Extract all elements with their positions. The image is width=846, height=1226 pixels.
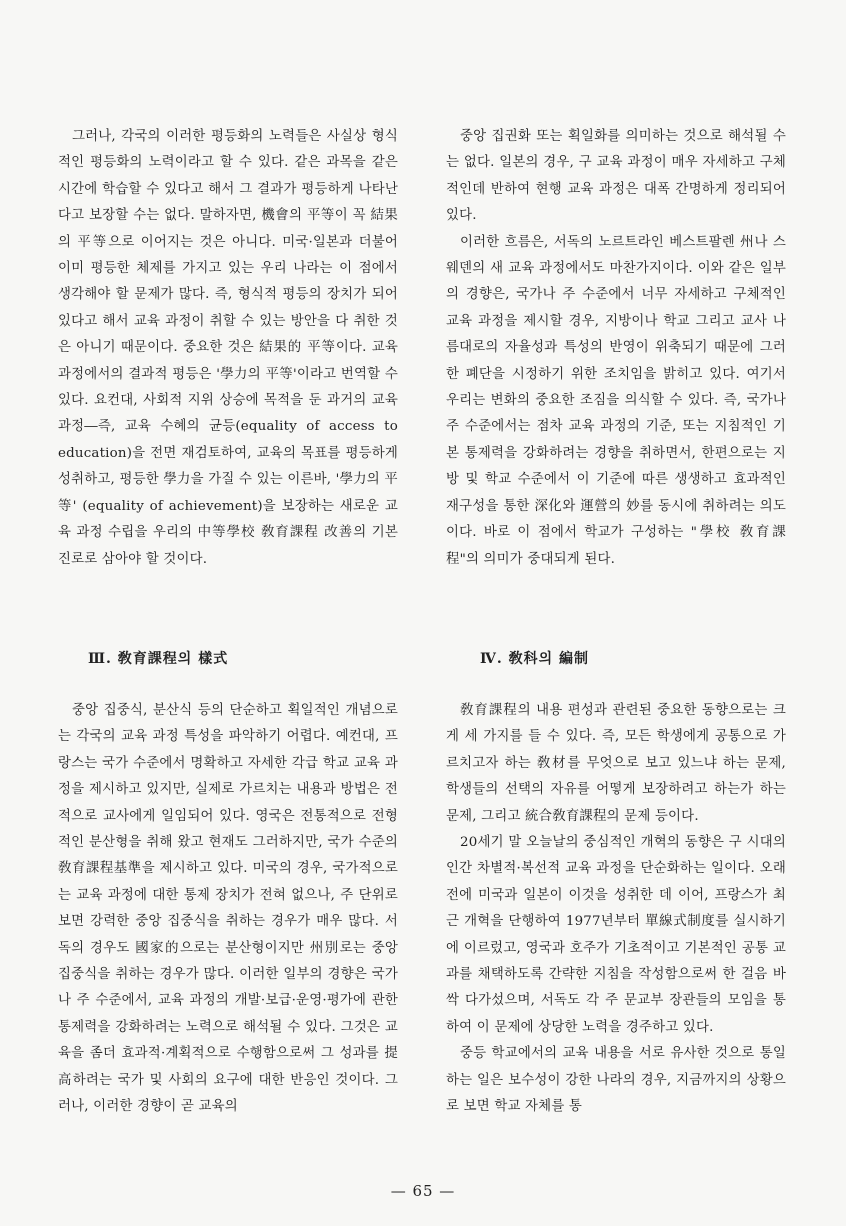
paragraph: 중앙 집권화 또는 획일화를 의미하는 것으로 해석될 수는 없다. 일본의 경우, 구 교육 과정이 매우 자세하고 구체적인데 반하여 현행 교육 과정은 대폭 간명하게 정리되어 있다. (446, 129, 786, 224)
left-column-bottom (58, 698, 398, 1121)
left-column-top (58, 124, 398, 573)
paragraph: 중앙 집중식, 분산식 등의 단순하고 획일적인 개념으로는 각국의 교육 과정 특성을 파악하기 어렵다. 예컨대, 프랑스는 국가 수준에서 명확하고 자세한 각급 학교 교육 과정을 제시하고 있지만, 실제로 가르치는 내용과 방법은 전적으로 교사에게 일임되어 있다. 영국은 전통적으로 전형적인 분산형을 취해 왔고 현재도 그러하지만, 국가 수준의 敎育課程基準을 제시하고 있다. 미국의 경우, 국가적으로는 교육 과정에 대한 통제 장치가 전혀 없으나, 주 단위로 보면 강력한 중앙 집중식을 취하는 경우가 매우 많다. 서독의 경우도 國家的으로는 분산형이지만 州別로는 중앙 집중식을 취하는 경우가 많다. 이러한 일부의 경향은 국가나 주 수준에서, 교육 과정의 개발·보급·운영·평가에 관한 통제력을 강화하려는 노력으로 해석될 수 있다. 그것은 교육을 좀더 효과적·계획적으로 수행함으로써 그 성과를 提高하려는 국가 및 사회의 요구에 대한 반응인 것이다. 그러나, 이러한 경향이 곧 교육의 (58, 703, 398, 1115)
section-heading-4: Ⅳ. 敎科의 編制 (480, 651, 590, 667)
paragraph: 중등 학교에서의 교육 내용을 서로 유사한 것으로 통일하는 일은 보수성이 강한 나라의 경우, 지금까지의 상황으로 보면 학교 자체를 통 (446, 1046, 786, 1115)
right-column-bottom (446, 698, 786, 1121)
paragraph: 敎育課程의 내용 편성과 관련된 중요한 동향으로는 크게 세 가지를 들 수 있다. 즉, 모든 학생에게 공통으로 가르치고자 하는 敎材를 무엇으로 보고 있느냐 하는 문제, 학생들의 선택의 자유를 어떻게 보장하려고 하는가 하는 문제, 그리고 統合敎育課程의 문제 등이다. (446, 703, 786, 824)
paragraph: 20세기 말 오늘날의 중심적인 개혁의 동향은 구 시대의 인간 차별적·복선적 교육 과정을 단순화하는 일이다. 오래 전에 미국과 일본이 이것을 성취한 데 이어, 프랑스가 최근 개혁을 단행하여 1977년부터 單線式制度를 실시하기에 이르렀고, 영국과 호주가 기초적이고 기본적인 공통 교과를 채택하도록 간략한 지침을 작성함으로써 한 걸음 바싹 다가섰으며, 서독도 각 주 문교부 장관들의 모임을 통하여 이 문제에 상당한 노력을 경주하고 있다. (446, 835, 786, 1035)
paragraph: 이러한 흐름은, 서독의 노르트라인 베스트팔렌 州나 스웨덴의 새 교육 과정에서도 마찬가지이다. 이와 같은 일부의 경향은, 국가나 주 수준에서 너무 자세하고 구체적인 교육 과정을 제시할 경우, 지방이나 학교 그리고 교사 나름대로의 자율성과 특성의 반영이 위축되기 때문에 그러한 폐단을 시정하기 위한 조치임을 밝히고 있다. 여기서 우리는 변화의 중요한 조짐을 의식할 수 있다. 즉, 국가나 주 수준에서는 점차 교육 과정의 기준, 또는 지침적인 기본 통제력을 강화하려는 경향을 취하면서, 한편으로는 지방 및 학교 수준에서 이 기준에 따른 생생하고 효과적인 재구성을 통한 深化와 運營의 妙를 동시에 취하려는 의도이다. 바로 이 점에서 학교가 구성하는 "學校 敎育課程"의 의미가 중대되게 된다. (446, 234, 786, 567)
page-number: — 65 — (390, 1182, 456, 1200)
paragraph: 그러나, 각국의 이러한 평등화의 노력들은 사실상 형식적인 평등화의 노력이라고 할 수 있다. 같은 과목을 같은 시간에 학습할 수 있다고 해서 그 결과가 평등하게 나타난다고 보장할 수는 없다. 말하자면, 機會의 平等이 꼭 結果의 平等으로 이어지는 것은 아니다. 미국·일본과 더불어 이미 평등한 체제를 가지고 있는 우리 나라는 이 점에서 생각해야 할 문제가 많다. 즉, 형식적 평등의 장치가 되어 있다고 해서 교육 과정이 취할 수 있는 방안을 다 취한 것은 아니기 때문이다. 중요한 것은 結果的 平等이다. 교육 과정에서의 결과적 평등은 '學力의 平等'이라고 번역할 수 있다. 요컨대, 사회적 지위 상승에 목적을 둔 과거의 교육 과정―즉, 교육 수혜의 균등(equality of access to education)을 전면 재검토하여, 교육의 목표를 평등하게 성취하고, 평등한 學力을 가질 수 있는 이른바, '學力의 平等' (equality of achievement)을 보장하는 새로운 교육 과정 수립을 우리의 中等學校 敎育課程 改善의 기본 진로로 삼아야 할 것이다. (58, 129, 398, 567)
right-column-top (446, 124, 786, 573)
section-heading-3: Ⅲ. 敎育課程의 樣式 (88, 651, 229, 667)
